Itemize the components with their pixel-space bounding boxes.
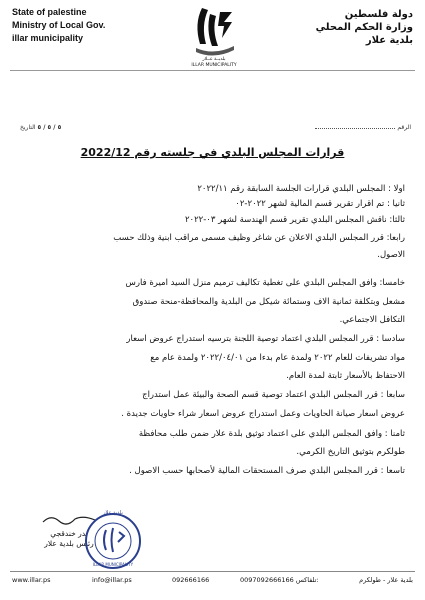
body-line-6: خامسا: وافق المجلس البلدي على تغطية تكاليف ترميم منزل السيد اميرة فارس: [125, 278, 405, 288]
body-line-5: الاصول.: [377, 250, 405, 260]
header-english: [12, 6, 105, 45]
body-line-9: سادسا : قرر المجلس البلدي اعتماد توصية اللجنة بترسيه استدراج عروض اسعار: [126, 334, 405, 344]
body-line-11: الاحتفاظ بالأسعار ثابتة لمدة العام.: [286, 371, 405, 381]
header-en-line-1: State of palestine: [12, 7, 87, 17]
number-label: الرقم: [397, 124, 411, 131]
body-line-12: سابعا : قرر المجلس البلدي اعتماد توصية قسم الصحة والبيئة عمل استدراج: [142, 390, 405, 400]
body-line-8: التكافل الاجتماعي.: [339, 315, 405, 325]
signer-role: رئيس بلدية علار: [44, 539, 94, 548]
body-line-10: مواد تشريفات للعام ٢٠٢٢ ولمدة عام بدءا من ٢٠٢٢/٠٤/٠١ ولمدة عام مع: [150, 353, 405, 363]
footer-fax-number: 0097092666166: [240, 576, 294, 584]
ref-number: [315, 124, 411, 131]
body-line-2: ثانيا : تم اقرار تقرير قسم المالية لشهر ٢٠٢٢-٠٢: [235, 199, 405, 209]
body-line-1: اولا : المجلس البلدي قرارات الجلسة السابقة رقم ٢٠٢٢/١١: [197, 184, 405, 194]
header-arabic: [283, 8, 413, 47]
official-stamp: [84, 512, 142, 570]
footer-fax-label: تلفاكس:: [295, 576, 319, 584]
stamp-top-text: بلدية علار: [103, 510, 123, 516]
signer-name: بدر خندقجي: [50, 529, 88, 538]
logo-caption: [182, 57, 246, 69]
ref-date: [20, 124, 61, 131]
header-ar-line-1: دولة فلسطين: [344, 9, 413, 20]
footer-address: بلدية علار - طولكرم: [359, 576, 413, 584]
date-value: ٥ / ٥ / ٥: [37, 124, 62, 131]
number-dots: [315, 128, 395, 129]
body-line-7: مشعل وبتكلفة ثمانية الاف وستمائة شيكل من البلدية والمحافظة-منحة صندوق: [132, 297, 405, 307]
body-line-4: رابعا: قرر المجلس البلدي الاعلان عن شاغر وظيف مسمى مراقب ابنية وذلك حسب: [113, 233, 405, 243]
logo-emblem-icon: [188, 4, 240, 58]
document-title: قرارات المجلس البلدي في جلسته رقم 2022/12: [80, 146, 345, 159]
body-line-3: ثالثا: ناقش المجلس البلدي تقرير قسم الهندسة لشهر ٠٣-٢٠٢٢: [184, 215, 405, 225]
header-en-line-2: Ministry of Local Gov.: [12, 20, 106, 30]
body-line-16: تاسعا : قرر المجلس البلدي صرف المستحقات المالية لأصحابها حسب الاصول .: [129, 466, 405, 476]
header-divider: [10, 70, 415, 71]
body-line-14: ثامنا : وافق المجلس البلدي على اعتماد توثيق بلدة علار ضمن طلب محافظة: [138, 429, 405, 439]
date-label: التاريخ: [20, 124, 36, 131]
header-ar-line-3: بلدية علار: [365, 35, 413, 46]
footer-email[interactable]: info@illar.ps: [92, 576, 132, 584]
body-line-15: طولكرم بتوثيق التاريخ الكرمي.: [296, 447, 405, 457]
logo-text-ar: بلديــة عــلار: [202, 57, 226, 62]
footer-divider: [10, 571, 415, 572]
footer-fax: [240, 576, 319, 585]
logo-text-en: ILLAR MUNICIPALITY: [191, 63, 237, 68]
stamp-bottom-text: ILLAR MUNICIPALITY: [92, 562, 134, 567]
header-ar-line-2: وزارة الحكم المحلي: [315, 22, 413, 33]
body-line-13: عروض اسعار صيانة الحاويات وعمل استدراج عروض اسعار شراء حاويات جديدة .: [121, 409, 405, 419]
footer-website[interactable]: www.illar.ps: [12, 576, 51, 584]
footer-phone: 092666166: [172, 576, 210, 584]
header-en-line-3: illar municipality: [12, 33, 84, 43]
